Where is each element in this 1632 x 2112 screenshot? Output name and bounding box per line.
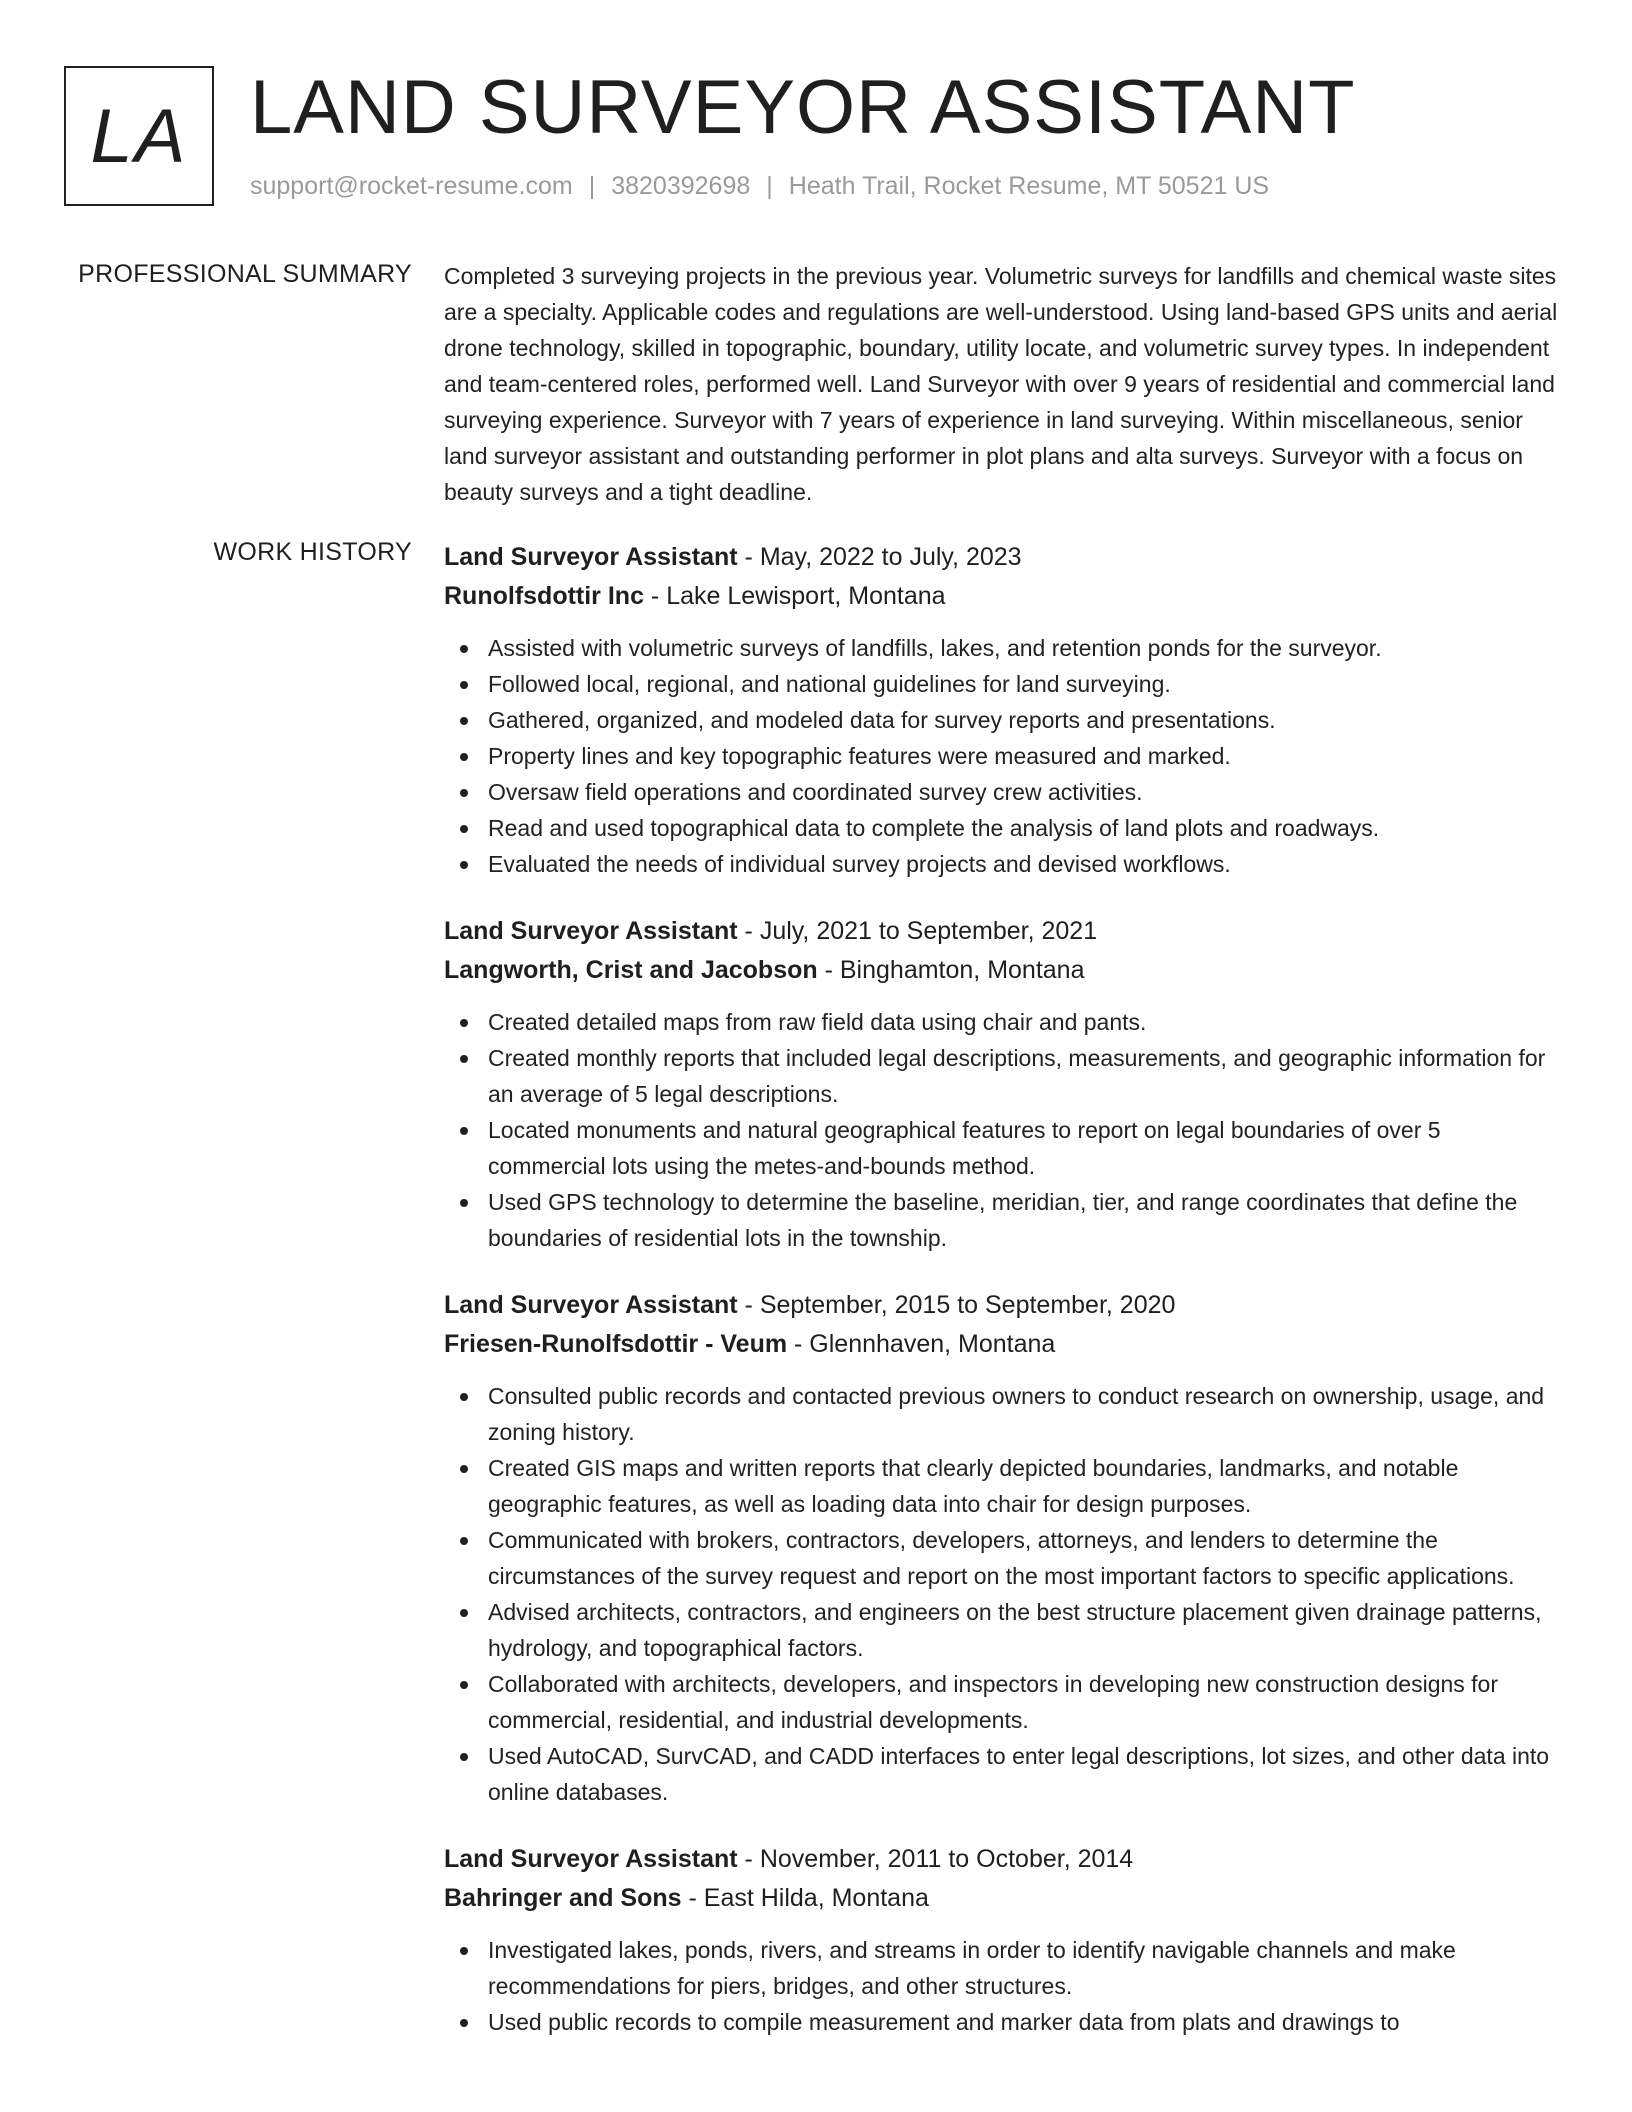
- job-title: Land Surveyor Assistant: [444, 1291, 738, 1319]
- job-bullet-list: [444, 1378, 1558, 1810]
- job-dates: - May, 2022 to July, 2023: [737, 543, 1022, 571]
- resume-title: LAND SURVEYOR ASSISTANT: [250, 65, 1356, 150]
- job-dates: - September, 2015 to September, 2020: [737, 1291, 1176, 1319]
- job-bullet: Evaluated the needs of individual survey projects and devised workflows.: [444, 846, 1558, 882]
- job-bullet: Oversaw field operations and coordinated survey crew activities.: [444, 774, 1558, 810]
- job-entry: [444, 912, 1558, 1256]
- job-bullet: Collaborated with architects, developers, and inspectors in developing new construction designs for commercial, residential, and industrial developments.: [444, 1666, 1558, 1738]
- job-bullet-list: [444, 630, 1558, 882]
- job-location: - Glennhaven, Montana: [787, 1330, 1056, 1358]
- job-title-line: [444, 1840, 1558, 1879]
- job-entry: [444, 1840, 1558, 2040]
- job-bullet: Created GIS maps and written reports that clearly depicted boundaries, landmarks, and notable geographic features, as well as loading data into chair for design purposes.: [444, 1450, 1558, 1522]
- job-title: Land Surveyor Assistant: [444, 543, 738, 571]
- job-title: Land Surveyor Assistant: [444, 1845, 738, 1873]
- contact-address: Heath Trail, Rocket Resume, MT 50521 US: [788, 172, 1270, 200]
- contact-separator: |: [766, 172, 773, 200]
- job-bullet: Read and used topographical data to complete the analysis of land plots and roadways.: [444, 810, 1558, 846]
- job-company-line: [444, 1879, 1558, 1918]
- resume-header: [64, 66, 1568, 210]
- job-bullet: Advised architects, contractors, and engineers on the best structure placement given drainage patterns, hydrology, and topographical factors.: [444, 1594, 1558, 1666]
- section-label-summary: PROFESSIONAL SUMMARY: [78, 260, 412, 288]
- job-title-line: [444, 1286, 1558, 1325]
- job-bullet: Communicated with brokers, contractors, developers, attorneys, and lenders to determine the circumstances of the survey request and report on the most important factors to specific applications.: [444, 1522, 1558, 1594]
- job-bullet: Used public records to compile measurement and marker data from plats and drawings to: [444, 2004, 1558, 2040]
- job-title-line: [444, 538, 1558, 577]
- job-bullet: Used GPS technology to determine the baseline, meridian, tier, and range coordinates that define the boundaries of residential lots in the township.: [444, 1184, 1558, 1256]
- job-title-line: [444, 912, 1558, 951]
- job-bullet: Assisted with volumetric surveys of landfills, lakes, and retention ponds for the surveyor.: [444, 630, 1558, 666]
- monogram-badge: LA: [64, 66, 214, 206]
- contact-separator: |: [588, 172, 596, 200]
- job-bullet: Consulted public records and contacted previous owners to conduct research on ownership, usage, and zoning history.: [444, 1378, 1558, 1450]
- job-bullet: Property lines and key topographic features were measured and marked.: [444, 738, 1558, 774]
- job-bullet-list: [444, 1004, 1558, 1256]
- job-entry: [444, 1286, 1558, 1810]
- contact-phone: 3820392698: [611, 172, 751, 200]
- section-label-work-history: WORK HISTORY: [213, 538, 412, 566]
- job-bullet-list: [444, 1932, 1558, 2040]
- job-bullet: Investigated lakes, ponds, rivers, and streams in order to identify navigable channels and make recommendations for piers, bridges, and other structures.: [444, 1932, 1558, 2004]
- job-company-line: [444, 577, 1558, 616]
- job-company: Langworth, Crist and Jacobson: [444, 956, 818, 984]
- job-company: Runolfsdottir Inc: [444, 582, 644, 610]
- job-bullet: Created monthly reports that included legal descriptions, measurements, and geographic information for an average of 5 legal descriptions.: [444, 1040, 1558, 1112]
- job-company-line: [444, 1325, 1558, 1364]
- job-dates: - July, 2021 to September, 2021: [737, 917, 1098, 945]
- summary-text: Completed 3 surveying projects in the previous year. Volumetric surveys for landfills and chemical waste sites are a specialty. Applicable codes and regulations are well-understood. Using land-based GPS units and aerial drone technology, skilled in topographic, boundary, utility locate, and volumetric survey types. In independent and team-centered roles, performed well. Land Surveyor with over 9 years of residential and commercial land surveying experience. Surveyor with 7 years of experience in land surveying. Within miscellaneous, senior land surveyor assistant and outstanding performer in plot plans and alta surveys. Surveyor with a focus on beauty surveys and a tight deadline.: [444, 263, 1558, 505]
- job-dates: - November, 2011 to October, 2014: [737, 1845, 1134, 1873]
- contact-email: support@rocket-resume.com: [250, 172, 573, 200]
- job-location: - Binghamton, Montana: [817, 956, 1085, 984]
- job-list: [444, 538, 1558, 2070]
- contact-line: [250, 172, 1269, 201]
- job-bullet: Created detailed maps from raw field data using chair and pants.: [444, 1004, 1558, 1040]
- job-company: Friesen-Runolfsdottir - Veum: [444, 1330, 788, 1358]
- job-bullet: Located monuments and natural geographical features to report on legal boundaries of over 5 commercial lots using the metes-and-bounds method.: [444, 1112, 1558, 1184]
- job-company: Bahringer and Sons: [444, 1884, 682, 1912]
- job-bullet: Gathered, organized, and modeled data for survey reports and presentations.: [444, 702, 1558, 738]
- job-company-line: [444, 951, 1558, 990]
- job-bullet: Followed local, regional, and national guidelines for land surveying.: [444, 666, 1558, 702]
- job-location: - East Hilda, Montana: [681, 1884, 929, 1912]
- job-entry: [444, 538, 1558, 882]
- job-location: - Lake Lewisport, Montana: [643, 582, 946, 610]
- job-title: Land Surveyor Assistant: [444, 917, 738, 945]
- job-bullet: Used AutoCAD, SurvCAD, and CADD interfaces to enter legal descriptions, lot sizes, and other data into online databases.: [444, 1738, 1558, 1810]
